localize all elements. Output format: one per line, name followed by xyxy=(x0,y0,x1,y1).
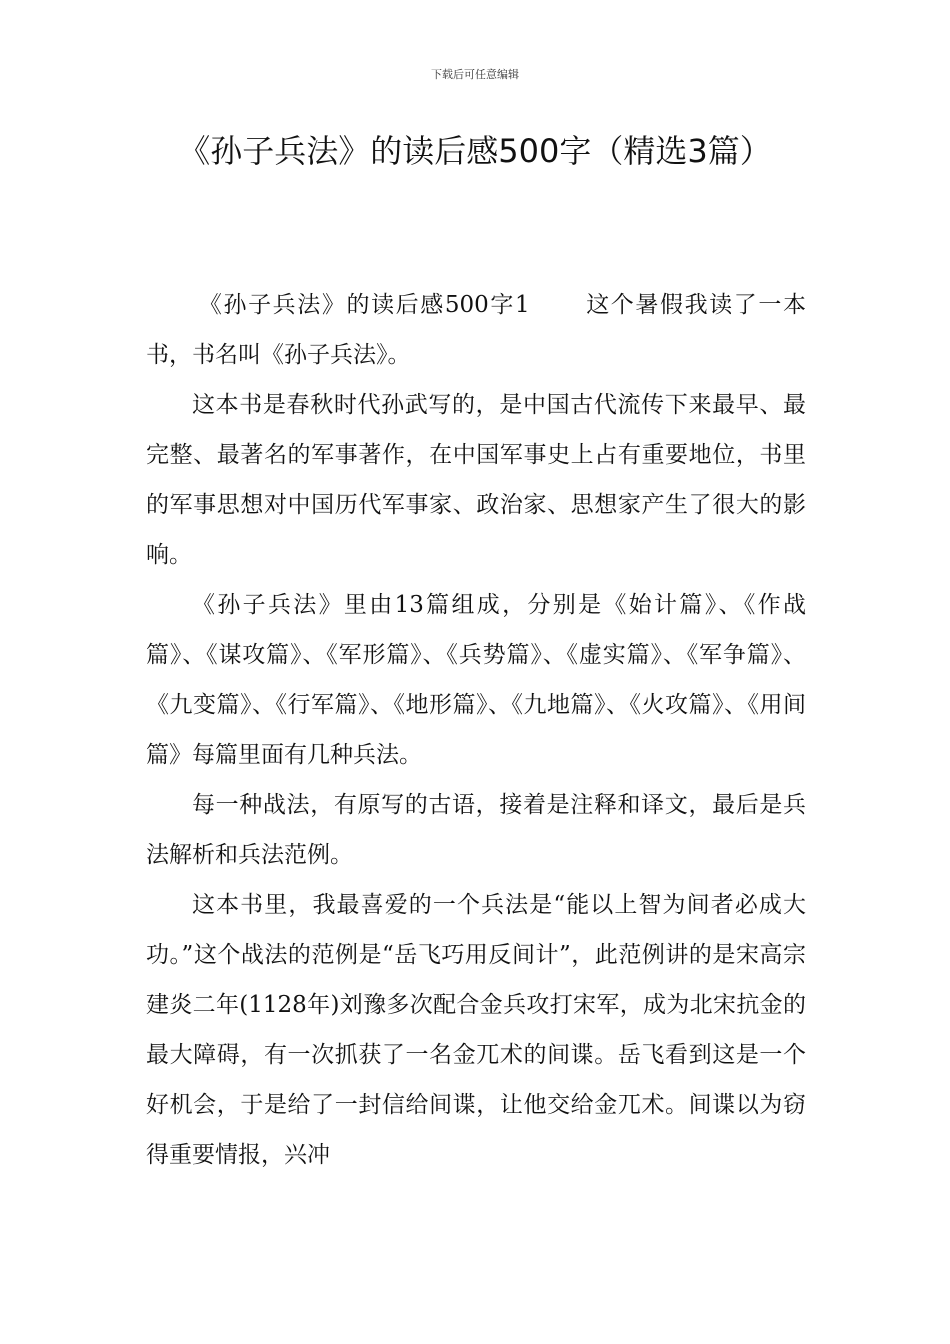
paragraph-2: 这本书是春秋时代孙武写的，是中国古代流传下来最早、最完整、最著名的军事著作，在中国军事史上占有重要地位，书里的军事思想对中国历代军事家、政治家、思想家产生了很大的影响。 xyxy=(146,392,806,568)
paragraph-3: 《孙子兵法》里由13篇组成，分别是《始计篇》、《作战篇》、《谋攻篇》、《军形篇》、《兵势篇》、《虚实篇》、《军争篇》、《九变篇》、《行军篇》、《地形篇》、《九地篇》、《火攻篇》、《用间篇》每篇里面有几种兵法。 xyxy=(146,592,806,768)
paragraph-1 xyxy=(146,280,806,380)
paragraph-4: 每一种战法，有原写的古语，接着是注释和译文，最后是兵法解析和兵法范例。 xyxy=(146,792,806,868)
paragraph-5: 这本书里，我最喜爱的一个兵法是“能以上智为间者必成大功。”这个战法的范例是“岳飞巧用反间计”，此范例讲的是宋高宗建炎二年(1128年)刘豫多次配合金兵攻打宋军，成为北宋抗金的最大障碍，有一次抓获了一名金兀术的间谍。岳飞看到这是一个好机会，于是给了一封信给间谍，让他交给金兀术。间谍以为窃得重要情报，兴冲 xyxy=(146,892,806,1168)
paragraph-1-text: 这个暑假我读了一本书，书名叫《孙子兵法》。 xyxy=(146,292,806,368)
header-note: 下载后可任意编辑 xyxy=(431,68,519,81)
section-heading: 《孙子兵法》的读后感500字1 xyxy=(198,292,530,318)
document-body xyxy=(146,280,806,1180)
document-title: 《孙子兵法》的读后感500字（精选3篇） xyxy=(178,132,772,170)
